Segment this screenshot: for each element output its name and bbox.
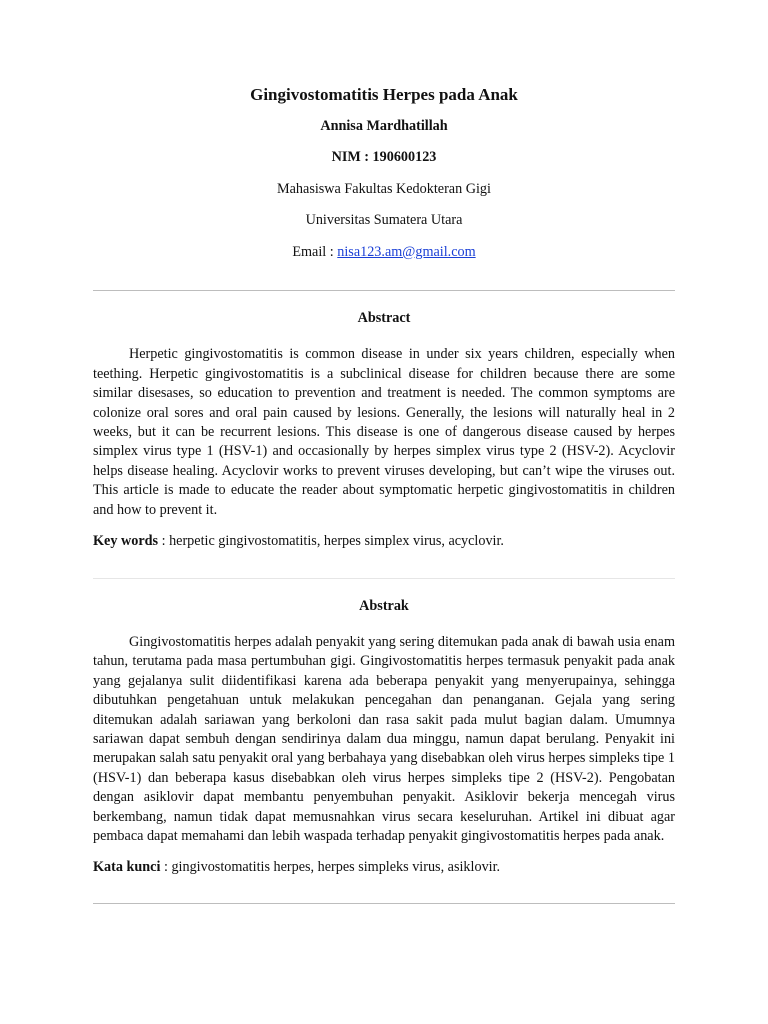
section-divider bbox=[93, 578, 675, 579]
document-page bbox=[93, 84, 675, 904]
university-affiliation: Universitas Sumatera Utara bbox=[305, 212, 463, 229]
email-link[interactable]: nisa123.am@gmail.com bbox=[337, 243, 476, 260]
keywords-label: Key words bbox=[93, 533, 159, 550]
kata-kunci-line bbox=[93, 858, 675, 877]
abstrak-paragraph: Gingivostomatitis herpes adalah penyakit yang sering ditemukan pada anak di bawah usia enam tahun, terutama pada masa pertumbuhan gigi. Gingivostomatitis herpes termasuk penyakit pada anak yang gejalanya sulit diidentifikasi karena ada beberapa penyakit yang menyerupainya, sehingga dibutuhkan pengetahuan untuk melakukan pencegahan dan penanganan. Gejala yang sering ditemukan adalah sariawan yang berkoloni dan rasa sakit pada mulut bagian dalam. Umumnya sariawan dapat sembuh dengan sendirinya dalam dua minggu, namun dapat berulang. Penyakit ini merupakan salah satu penyakit oral yang berbahaya yang disebabkan oleh virus herpes simpleks tipe 1 (HSV-1) dan beberapa kasus disebabkan oleh virus herpes simpleks tipe 2 (HSV-2). Pengobatan dengan asiklovir dapat membantu penyembuhan penyakit. Asiklovir bekerja mencegah virus berkembang, namun tidak dapat memusnahkan virus secara keseluruhan. Artikel ini dibuat agar pembaca dapat memahami dan lebih waspada terhadap penyakit gingivostomatitis herpes pada anak. bbox=[93, 633, 675, 844]
kata-kunci-text: : gingivostomatitis herpes, herpes simpleks virus, asiklovir. bbox=[160, 859, 501, 876]
abstract-paragraph: Herpetic gingivostomatitis is common disease in under six years children, especially when teething. Herpetic gingivostomatitis is a subclinical disease for children because there are some similar disesases, so education to prevention and treatment is needed. The common symptoms are colonize oral sores and oral pain caused by lesions. Generally, the lesions will naturally heal in 2 weeks, but it can be recurrent lesions. This disease is one of dangerous disease caused by herpes simplex virus type 1 (HSV-1) and occasionally by herpes simplex virus type 2 (HSV-2). Acyclovir helps disease healing. Acyclovir works to prevent viruses developing, but can’t wipe the viruses out. This article is made to educate the reader about symptomatic herpetic gingivostomatitis in children and how to prevent it. bbox=[93, 346, 675, 518]
email-line bbox=[93, 243, 675, 262]
section-divider bbox=[93, 903, 675, 904]
abstrak-heading: Abstrak bbox=[359, 597, 409, 614]
section-divider bbox=[93, 290, 675, 291]
author-name: Annisa Mardhatillah bbox=[320, 118, 448, 134]
email-label: Email : bbox=[292, 243, 338, 260]
student-id: NIM : 190600123 bbox=[331, 149, 437, 166]
keywords-text: : herpetic gingivostomatitis, herpes simplex virus, acyclovir. bbox=[158, 533, 504, 550]
abstract-heading: Abstract bbox=[357, 310, 411, 327]
keywords-line bbox=[93, 532, 675, 551]
paper-title: Gingivostomatitis Herpes pada Anak bbox=[250, 85, 518, 104]
faculty-affiliation: Mahasiswa Fakultas Kedokteran Gigi bbox=[277, 180, 491, 197]
kata-kunci-label: Kata kunci bbox=[93, 859, 161, 876]
